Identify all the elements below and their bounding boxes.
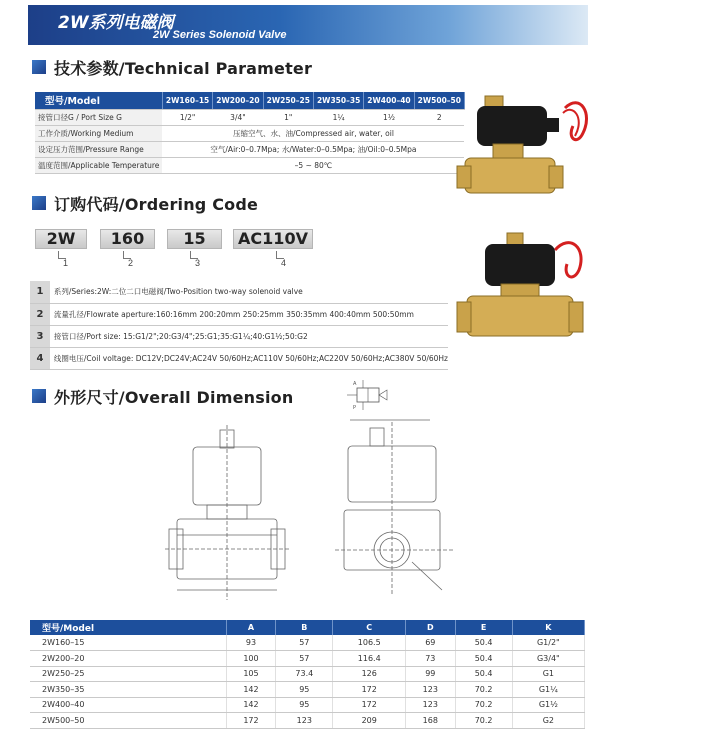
valve-symbol-diagram	[343, 380, 403, 410]
dim-value-cell: 70.2	[455, 697, 512, 713]
port-value: 1½	[364, 109, 414, 125]
section-ordering	[32, 193, 258, 213]
dim-value-cell: 57	[276, 651, 333, 667]
dim-value-cell: 73.4	[276, 666, 333, 682]
port-label: 接管口径G / Port Size G	[35, 109, 162, 125]
table-header-row	[35, 92, 464, 109]
model-col: 2W500–50	[414, 92, 464, 109]
port-value: 1"	[263, 109, 313, 125]
dim-model-cell: 2W500–50	[30, 713, 226, 729]
port-value: 1¼	[313, 109, 363, 125]
dim-value-cell: 70.2	[455, 713, 512, 729]
row-number: 4	[30, 347, 50, 369]
row-text: 线圈电压/Coil voltage: DC12V;DC24V;AC24V 50/60Hz;AC110V 50/60Hz;AC220V 50/60Hz;AC380V 50/60Hz	[50, 347, 448, 369]
dim-model-cell: 2W350–35	[30, 682, 226, 698]
dim-value-cell: 172	[333, 697, 406, 713]
port-value: 2	[414, 109, 464, 125]
dim-model-cell: 2W400–40	[30, 697, 226, 713]
dim-value-cell: 123	[276, 713, 333, 729]
banner-subtitle: 2W Series Solenoid Valve	[153, 29, 287, 41]
dim-value-cell: 95	[276, 697, 333, 713]
row-number: 1	[30, 281, 50, 303]
table-row	[35, 125, 464, 141]
section-dimension	[32, 386, 293, 406]
table-row	[35, 141, 464, 157]
dim-header: E	[455, 620, 512, 635]
dim-value-cell: 50.4	[455, 666, 512, 682]
dim-value-cell: 50.4	[455, 651, 512, 667]
code-index: 4	[281, 258, 287, 268]
section-square-icon	[32, 389, 46, 403]
dim-value-cell: 57	[276, 635, 333, 651]
table-row	[30, 325, 448, 347]
dim-value-cell: 70.2	[455, 682, 512, 698]
dim-value-cell: 100	[226, 651, 275, 667]
row-number: 2	[30, 303, 50, 325]
side-view-drawing	[330, 410, 460, 605]
model-col: 2W350–35	[313, 92, 363, 109]
symbol-p-label: P	[353, 405, 357, 410]
port-value: 1/2"	[162, 109, 212, 125]
code-index: 2	[128, 258, 134, 268]
temp-value: –5 ~ 80℃	[162, 157, 464, 173]
medium-value: 压缩空气、水、油/Compressed air, water, oil	[162, 125, 464, 141]
symbol-a-label: A	[353, 381, 357, 387]
dim-value-cell: G1	[512, 666, 584, 682]
pressure-label: 设定压力范围/Pressure Range	[35, 141, 162, 157]
dim-model-cell: 2W200–20	[30, 651, 226, 667]
section-technical	[32, 57, 312, 77]
dim-value-cell: G1¼	[512, 682, 584, 698]
section-square-icon	[32, 196, 46, 210]
dim-value-cell: 95	[276, 682, 333, 698]
model-col: 2W160–15	[162, 92, 212, 109]
dim-header-model: 型号/Model	[30, 620, 226, 635]
table-row	[30, 682, 585, 698]
dim-value-cell: 123	[406, 682, 455, 698]
header-banner	[28, 5, 588, 45]
pressure-value: 空气/Air:0–0.7Mpa; 水/Water:0–0.5Mpa; 油/Oil:0–0.5Mpa	[162, 141, 464, 157]
medium-label: 工作介质/Working Medium	[35, 125, 162, 141]
row-text: 接管口径/Port size: 15:G1/2";20:G3/4";25:G1;35:G1¼;40:G1½;50:G2	[50, 325, 448, 347]
row-number: 3	[30, 325, 50, 347]
dim-value-cell: 123	[406, 697, 455, 713]
code-part-voltage: AC110V	[233, 229, 313, 249]
dim-value-cell: 50.4	[455, 635, 512, 651]
solenoid-valve-photo-1	[455, 88, 595, 203]
table-row	[35, 157, 464, 173]
dim-value-cell: 172	[226, 713, 275, 729]
dim-model-cell: 2W250–25	[30, 666, 226, 682]
code-index: 3	[195, 258, 201, 268]
front-view-drawing	[165, 425, 295, 605]
table-row	[30, 651, 585, 667]
dim-header: D	[406, 620, 455, 635]
dim-value-cell: 99	[406, 666, 455, 682]
row-text: 流量孔径/Flowrate aperture:160:16mm 200:20mm 250:25mm 350:35mm 400:40mm 500:50mm	[50, 303, 448, 325]
dim-header: B	[276, 620, 333, 635]
dim-value-cell: G2	[512, 713, 584, 729]
table-row	[35, 109, 464, 125]
table-row	[30, 281, 448, 303]
table-row	[30, 713, 585, 729]
ordering-table	[30, 281, 448, 370]
code-index: 1	[63, 258, 69, 268]
row-text: 系列/Series:2W:二位二口电磁阀/Two-Position two-way solenoid valve	[50, 281, 448, 303]
dim-value-cell: G1½	[512, 697, 584, 713]
table-row	[30, 303, 448, 325]
dim-value-cell: 209	[333, 713, 406, 729]
dim-value-cell: 69	[406, 635, 455, 651]
port-value: 3/4"	[213, 109, 263, 125]
section-title: 外形尺寸/Overall Dimension	[54, 387, 294, 407]
dim-value-cell: 168	[406, 713, 455, 729]
dim-header: A	[226, 620, 275, 635]
dim-value-cell: 172	[333, 682, 406, 698]
model-col: 2W200–20	[213, 92, 263, 109]
table-header-row	[30, 620, 585, 635]
code-part-aperture: 160	[100, 229, 155, 249]
section-title: 订购代码/Ordering Code	[54, 194, 259, 214]
code-part-series: 2W	[35, 229, 87, 249]
dim-header: C	[333, 620, 406, 635]
dim-value-cell: 142	[226, 697, 275, 713]
table-row	[30, 697, 585, 713]
dim-value-cell: 142	[226, 682, 275, 698]
solenoid-valve-photo-2	[455, 228, 595, 348]
dim-value-cell: 106.5	[333, 635, 406, 651]
model-col: 2W250–25	[263, 92, 313, 109]
dim-value-cell: 116.4	[333, 651, 406, 667]
model-col: 2W400–40	[364, 92, 414, 109]
table-row	[30, 347, 448, 369]
model-header: 型号/Model	[35, 92, 162, 109]
dim-model-cell: 2W160–15	[30, 635, 226, 651]
code-part-port: 15	[167, 229, 222, 249]
dim-value-cell: 126	[333, 666, 406, 682]
table-row	[30, 666, 585, 682]
section-title: 技术参数/Technical Parameter	[54, 58, 313, 78]
dimension-table	[30, 620, 585, 729]
technical-table	[35, 92, 465, 174]
dim-value-cell: G1/2"	[512, 635, 584, 651]
dimension-table-body	[30, 635, 585, 728]
dim-value-cell: 105	[226, 666, 275, 682]
banner-title: 2W系列电磁阀	[58, 13, 174, 33]
table-row	[30, 635, 585, 651]
dim-value-cell: 93	[226, 635, 275, 651]
temp-label: 温度范围/Applicable Temperature	[35, 157, 162, 173]
dim-header: K	[512, 620, 584, 635]
dim-value-cell: 73	[406, 651, 455, 667]
section-square-icon	[32, 60, 46, 74]
dim-value-cell: G3/4"	[512, 651, 584, 667]
